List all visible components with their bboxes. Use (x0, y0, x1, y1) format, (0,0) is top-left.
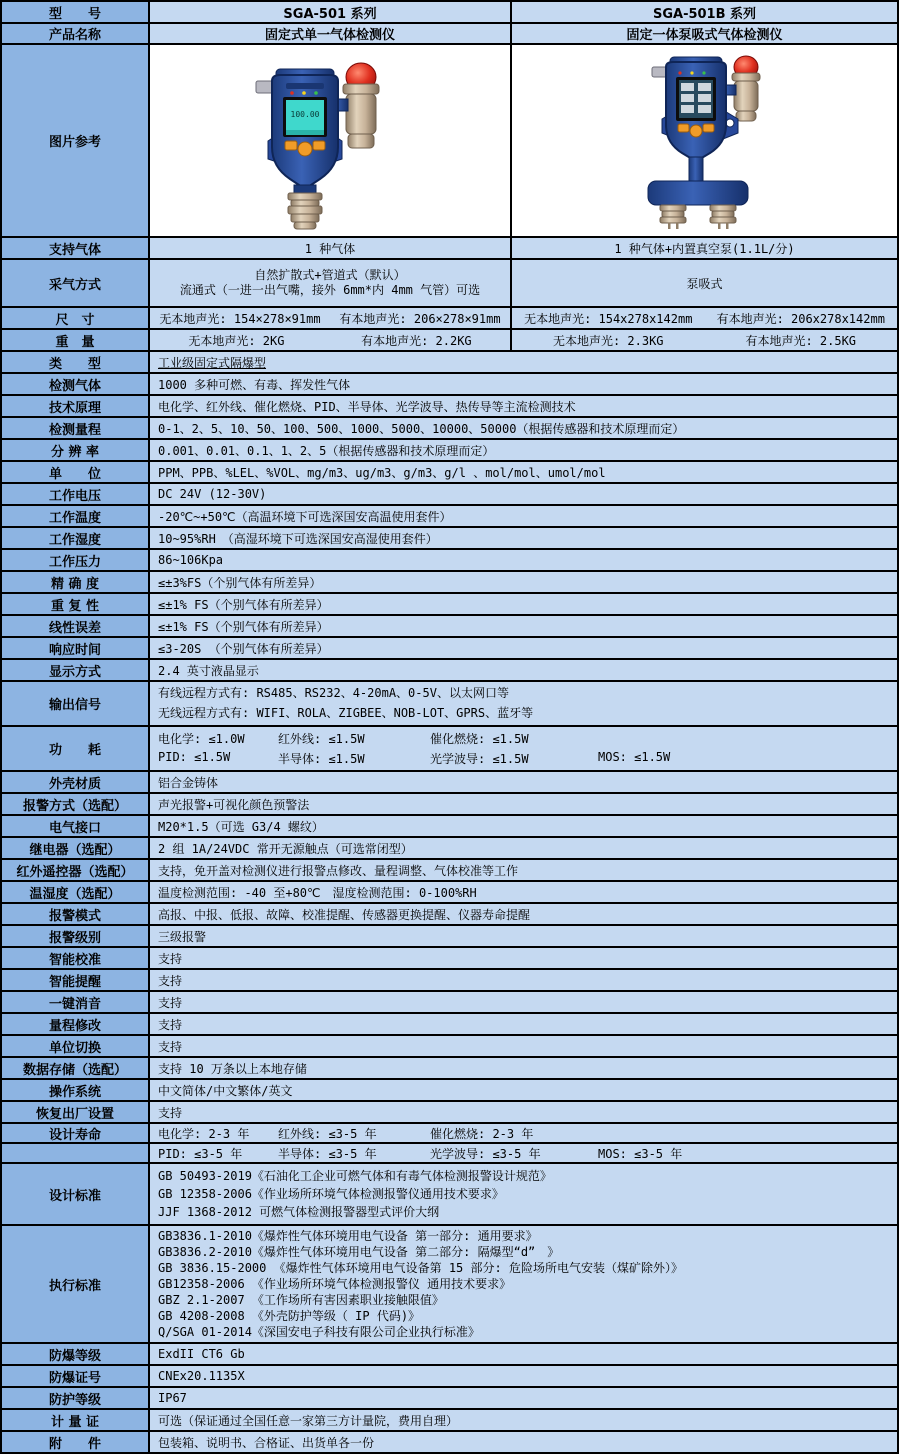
power-cell: MOS: ≤1.5W (598, 750, 671, 764)
power-cell: PID: ≤1.5W (158, 750, 231, 764)
life-cell: 电化学: 2-3 年 (158, 1126, 250, 1141)
life-cell: 红外线: ≤3-5 年 (278, 1126, 377, 1141)
row-value: 支持 (158, 995, 183, 1010)
weight-cell: 无本地声光: 2.3KG (552, 333, 664, 348)
life-cell: PID: ≤3-5 年 (158, 1146, 243, 1161)
row-value: 电化学、红外线、催化燃烧、PID、半导体、光学波导、热传导等主流检测技术 (158, 399, 576, 414)
row-value: IP67 (158, 1391, 187, 1405)
row-value: 高报、中报、低报、故障、校准提醒、传感器更换提醒、仪器寿命提醒 (158, 907, 531, 922)
device-illustration-sga501b (600, 51, 810, 231)
size-cell: 有本地声光: 206x278x142mm (716, 311, 885, 326)
row-label: 红外遥控器（选配） (2, 860, 150, 880)
row-explosion-proof-grade (2, 1344, 897, 1366)
row-repeatability (2, 594, 897, 616)
row-label: 工作压力 (2, 550, 150, 570)
gas-right: 1 种气体+内置真空泵(1.1L/分) (614, 241, 795, 256)
row-label: 防护等级 (2, 1388, 150, 1408)
output-wired: 有线远程方式有: RS485、RS232、4-20mA、0-5V、以太网口等 (158, 686, 509, 701)
row-label: 温湿度（选配） (2, 882, 150, 902)
row-label: 附 件 (2, 1432, 150, 1452)
row-value: ≤±1% FS（个别气体有所差异） (158, 619, 329, 634)
product-left: 固定式单一气体检测仪 (150, 24, 512, 43)
output-wireless: 无线远程方式有: WIFI、ROLA、ZIGBEE、NOB-LOT、GPRS、蓝牙等 (158, 705, 534, 720)
power-cell: 催化燃烧: ≤1.5W (430, 732, 529, 746)
size-cell: 有本地声光: 206×278×91mm (339, 311, 501, 326)
row-output-signal (2, 682, 897, 727)
row-value: 支持 (158, 1105, 183, 1120)
row-ingress-protection (2, 1388, 897, 1410)
row-value: 支持 10 万条以上本地存储 (158, 1061, 307, 1076)
weight-cell: 有本地声光: 2.2KG (361, 333, 472, 348)
row-dimensions (2, 308, 897, 330)
row-value: 工业级固定式隔爆型 (158, 355, 267, 370)
row-label: 设计寿命 (2, 1124, 150, 1142)
row-label: 支持气体 (2, 238, 150, 258)
row-data-storage (2, 1058, 897, 1080)
row-label-product: 产品名称 (2, 24, 150, 43)
row-working-humidity (2, 528, 897, 550)
row-housing-material (2, 772, 897, 794)
row-label: 分 辨 率 (2, 440, 150, 460)
row-label: 智能提醒 (2, 970, 150, 990)
life-cell: 光学波导: ≤3-5 年 (430, 1146, 541, 1161)
row-ir-remote (2, 860, 897, 882)
row-value: 铝合金铸体 (158, 775, 219, 790)
size-cell: 无本地声光: 154×278×91mm (159, 311, 321, 326)
row-label: 功 耗 (2, 727, 150, 770)
standard-line: GB 50493-2019《石油化工企业可燃气体和有毒气体检测报警设计规范》 (158, 1169, 552, 1183)
standard-line: GBZ 2.1-2007 《工作场所有害因素职业接触限值》 (158, 1293, 444, 1307)
standard-line: JJF 1368-2012 可燃气体检测报警器型式评价大纲 (158, 1205, 440, 1219)
row-range-modify (2, 1014, 897, 1036)
row-metrology-certificate (2, 1410, 897, 1432)
row-label: 单位切换 (2, 1036, 150, 1056)
device-screen (676, 77, 716, 121)
row-electrical-interface (2, 816, 897, 838)
row-value: DC 24V (12-30V) (158, 487, 267, 501)
row-value: 支持 (158, 1039, 183, 1054)
row-range (2, 418, 897, 440)
row-value: 三级报警 (158, 929, 207, 944)
row-label: 量程修改 (2, 1014, 150, 1034)
row-label: 响应时间 (2, 638, 150, 658)
row-label: 检测气体 (2, 374, 150, 394)
standard-line: GB3836.2-2010《爆炸性气体环境用电气设备 第二部分: 隔爆型“d” 》 (158, 1245, 560, 1259)
row-value: 86~106Kpa (158, 553, 224, 567)
row-weight (2, 330, 897, 352)
row-alarm-method (2, 794, 897, 816)
life-cell: 催化燃烧: 2-3 年 (430, 1126, 534, 1141)
row-label: 防爆证号 (2, 1366, 150, 1386)
row-label: 电气接口 (2, 816, 150, 836)
svg-text:100.00: 100.00 (290, 109, 320, 119)
row-label: 重 复 性 (2, 594, 150, 614)
standard-line: GB12358-2006 《作业场所环境气体检测报警仪 通用技术要求》 (158, 1277, 512, 1291)
row-resolution (2, 440, 897, 462)
row-value: 支持，免开盖对检测仪进行报警点修改、量程调整、气体校准等工作 (158, 863, 519, 878)
row-units (2, 462, 897, 484)
product-image-sga501b (512, 45, 897, 236)
row-label: 线性误差 (2, 616, 150, 636)
row-value: 支持 (158, 951, 183, 966)
row-value: 可选（保证通过全国任意一家第三方计量院，费用自理） (158, 1413, 459, 1428)
row-label: 工作温度 (2, 506, 150, 526)
gas-left: 1 种气体 (150, 238, 512, 258)
row-value: ExdII CT6 Gb (158, 1347, 245, 1361)
row-product-name (2, 24, 897, 45)
row-label: 显示方式 (2, 660, 150, 680)
row-value: 0.001、0.01、0.1、1、2、5（根据传感器和技术原理而定） (158, 443, 495, 458)
row-factory-reset (2, 1102, 897, 1124)
row-label: 报警方式（选配） (2, 794, 150, 814)
standard-line: GB3836.1-2010《爆炸性气体环境用电气设备 第一部分: 通用要求》 (158, 1229, 538, 1243)
row-design-life-1 (2, 1124, 897, 1144)
weight-cell: 有本地声光: 2.5KG (745, 333, 857, 348)
row-label: 精 确 度 (2, 572, 150, 592)
row-label: 输出信号 (2, 682, 150, 725)
power-cell: 电化学: ≤1.0W (158, 732, 245, 746)
row-label: 继电器（选配） (2, 838, 150, 858)
row-value: 声光报警+可视化颜色预警法 (158, 797, 310, 812)
row-label: 采气方式 (2, 260, 150, 306)
row-relay (2, 838, 897, 860)
life-cell: MOS: ≤3-5 年 (598, 1146, 683, 1161)
row-value: ≤±1% FS（个别气体有所差异） (158, 597, 329, 612)
row-value: ≤3-20S （个别气体有所差异） (158, 641, 329, 656)
row-label: 工作电压 (2, 484, 150, 504)
row-label: 检测量程 (2, 418, 150, 438)
row-accuracy (2, 572, 897, 594)
row-accessories (2, 1432, 897, 1452)
row-one-key-mute (2, 992, 897, 1014)
row-os-language (2, 1080, 897, 1102)
row-display (2, 660, 897, 682)
row-label: 尺 寸 (2, 308, 150, 328)
row-value: 包装箱、说明书、合格证、出货单各一份 (158, 1435, 375, 1450)
row-value: -20℃~+50℃（高温环境下可选深国安高温使用套件） (158, 509, 452, 524)
row-label-blank (2, 1144, 150, 1162)
row-value: 10~95%RH （高湿环境下可选深国安高湿使用套件） (158, 531, 438, 546)
row-alarm-levels (2, 926, 897, 948)
row-response-time (2, 638, 897, 660)
row-power-consumption (2, 727, 897, 772)
row-type (2, 352, 897, 374)
row-label-model: 型 号 (2, 2, 150, 22)
row-label: 类 型 (2, 352, 150, 372)
sensor-cylinders (660, 205, 736, 229)
row-value: ≤±3%FS（个别气体有所差异） (158, 575, 322, 590)
row-value: 支持 (158, 973, 183, 988)
row-supported-gas (2, 238, 897, 260)
size-cell: 无本地声光: 154x278x142mm (524, 311, 693, 326)
row-smart-calibration (2, 948, 897, 970)
weight-cell: 无本地声光: 2KG (188, 333, 285, 348)
row-label: 恢复出厂设置 (2, 1102, 150, 1122)
row-label: 智能校准 (2, 948, 150, 968)
row-label: 防爆等级 (2, 1344, 150, 1364)
row-value: M20*1.5（可选 G3/4 螺纹） (158, 819, 324, 834)
product-image-sga501 (150, 45, 512, 236)
row-label: 设计标准 (2, 1164, 150, 1224)
row-label: 数据存储（选配） (2, 1058, 150, 1078)
row-unit-switch (2, 1036, 897, 1058)
row-label: 执行标准 (2, 1226, 150, 1342)
row-value: CNEx20.1135X (158, 1369, 245, 1383)
power-cell: 光学波导: ≤1.5W (430, 752, 529, 766)
row-working-temp (2, 506, 897, 528)
sampling-left (150, 260, 512, 306)
row-value: 中文简体/中文繁体/英文 (158, 1083, 293, 1098)
row-value: 2 组 1A/24VDC 常开无源触点（可选常闭型） (158, 841, 413, 856)
row-label: 工作湿度 (2, 528, 150, 548)
standard-line: GB 4208-2008 《外壳防护等级（ IP 代码)》 (158, 1309, 421, 1323)
row-sampling-method (2, 260, 897, 308)
row-technology (2, 396, 897, 418)
row-explosion-proof-cert (2, 1366, 897, 1388)
row-voltage (2, 484, 897, 506)
row-design-standards (2, 1164, 897, 1226)
row-working-pressure (2, 550, 897, 572)
row-label: 计 量 证 (2, 1410, 150, 1430)
row-design-life-2 (2, 1144, 897, 1164)
sampling-left-line2: 流通式（一进一出气嘴，接外 6mm*内 4mm 气管）可选 (179, 283, 481, 297)
row-label: 一键消音 (2, 992, 150, 1012)
row-detected-gases (2, 374, 897, 396)
sampling-right: 泵吸式 (686, 276, 723, 291)
standard-line: Q/SGA 01-2014《深国安电子科技有限公司企业执行标准》 (158, 1325, 480, 1339)
model-left: SGA-501 系列 (150, 2, 512, 22)
product-right: 固定一体泵吸式气体检测仪 (626, 28, 783, 43)
row-model (2, 2, 897, 24)
row-label-image: 图片参考 (2, 45, 150, 236)
row-value: 1000 多种可燃、有毒、挥发性气体 (158, 377, 351, 392)
row-temp-humidity-option (2, 882, 897, 904)
sampling-left-line1: 自然扩散式+管道式（默认） (254, 268, 406, 282)
device-illustration-sga501 (230, 51, 430, 231)
row-value: 支持 (158, 1017, 183, 1032)
row-label: 单 位 (2, 462, 150, 482)
row-value: 温度检测范围: -40 至+80℃ 湿度检测范围: 0-100%RH (158, 885, 477, 900)
life-cell: 半导体: ≤3-5 年 (278, 1146, 377, 1161)
power-cell: 红外线: ≤1.5W (278, 732, 365, 746)
row-value: 2.4 英寸液晶显示 (158, 663, 259, 678)
power-cell: 半导体: ≤1.5W (278, 752, 365, 766)
row-label: 报警模式 (2, 904, 150, 924)
row-smart-reminder (2, 970, 897, 992)
row-execution-standards (2, 1226, 897, 1344)
device-screen (283, 97, 327, 137)
row-label: 技术原理 (2, 396, 150, 416)
standard-line: GB 12358-2006《作业场所环境气体检测报警仪通用技术要求》 (158, 1187, 504, 1201)
pump-manifold (648, 181, 748, 205)
row-value: 0-1、2、5、10、50、100、500、1000、5000、10000、50000（根据传感器和技术原理而定） (158, 421, 685, 436)
sensor-cylinder (288, 193, 322, 229)
row-label: 重 量 (2, 330, 150, 350)
row-label: 操作系统 (2, 1080, 150, 1100)
row-image-reference (2, 45, 897, 238)
row-label: 外壳材质 (2, 772, 150, 792)
row-label: 报警级别 (2, 926, 150, 946)
row-linearity-error (2, 616, 897, 638)
standard-line: GB 3836.15-2000 《爆炸性气体环境用电气设备第 15 部分: 危险场所电气安装（煤矿除外）》 (158, 1261, 683, 1275)
row-alarm-modes (2, 904, 897, 926)
model-right: SGA-501B 系列 (652, 6, 757, 22)
row-value: PPM、PPB、%LEL、%VOL、mg/m3、ug/m3、g/m3、g/l 、mol/mol、umol/mol (158, 465, 606, 480)
